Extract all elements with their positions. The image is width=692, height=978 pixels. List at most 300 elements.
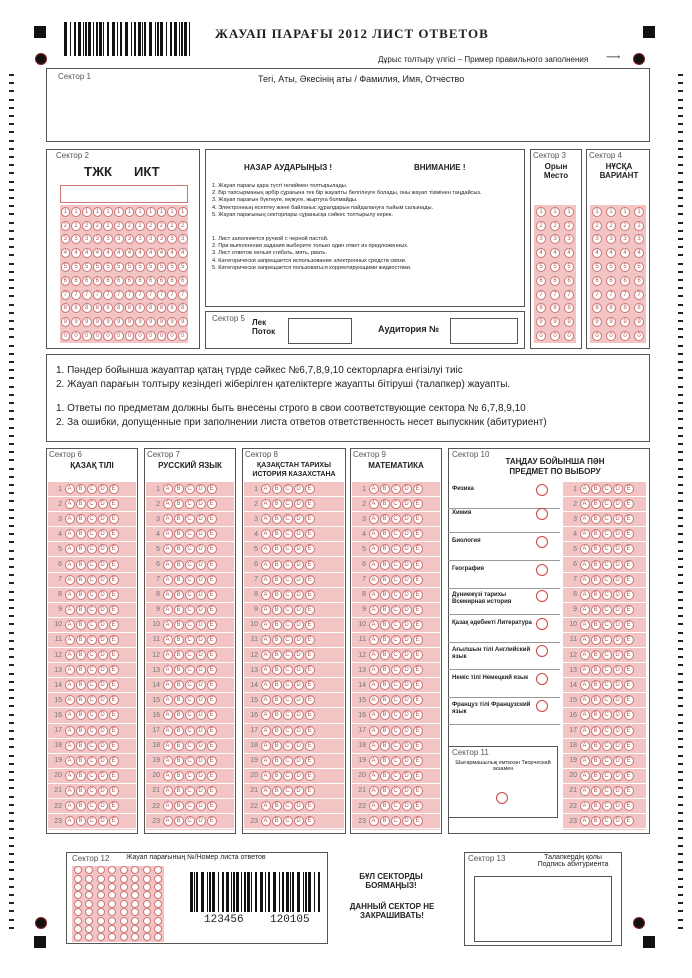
answer-bubble[interactable]: E [624,575,634,585]
digit-bubble[interactable]: 6 [103,276,113,286]
answer-bubble[interactable]: C [602,484,612,494]
digit-bubble[interactable]: 2 [125,221,135,231]
answer-bubble[interactable]: C [283,529,293,539]
answer-bubble[interactable]: C [283,726,293,736]
answer-bubble[interactable]: D [294,620,304,630]
answer-bubble[interactable]: B [591,726,601,736]
subject-bubble[interactable] [536,564,548,576]
answer-bubble[interactable]: E [305,590,315,600]
digit-bubble[interactable]: 8 [146,303,156,313]
answer-bubble[interactable]: B [272,605,282,615]
digit-bubble[interactable]: 6 [93,276,103,286]
answer-bubble[interactable]: B [380,575,390,585]
answer-bubble[interactable]: E [109,741,119,751]
answer-bubble[interactable]: D [98,726,108,736]
answer-bubble[interactable]: E [413,484,423,494]
answer-bubble[interactable]: A [580,635,590,645]
answer-bubble[interactable]: D [613,484,623,494]
answer-bubble[interactable]: D [613,786,623,796]
answer-bubble[interactable]: B [76,560,86,570]
answer-bubble[interactable]: B [174,529,184,539]
digit-bubble[interactable]: 5 [125,262,135,272]
answer-bubble[interactable]: B [272,710,282,720]
answer-bubble[interactable]: A [65,786,75,796]
digit-bubble[interactable]: 8 [620,303,630,313]
answer-bubble[interactable]: E [624,665,634,675]
answer-bubble[interactable]: A [580,605,590,615]
answer-bubble[interactable]: D [402,816,412,826]
digit-bubble[interactable]: 7 [93,290,103,300]
answer-bubble[interactable]: D [402,665,412,675]
answer-bubble[interactable]: E [624,695,634,705]
answer-bubble[interactable]: B [76,695,86,705]
answer-bubble[interactable]: C [602,514,612,524]
answer-bubble[interactable]: C [602,695,612,705]
answer-bubble[interactable]: B [591,816,601,826]
digit-bubble[interactable]: 7 [620,290,630,300]
answer-bubble[interactable]: D [402,786,412,796]
digit-bubble[interactable]: 0 [61,331,71,341]
answer-bubble[interactable]: A [261,560,271,570]
answer-bubble[interactable]: E [207,590,217,600]
answer-bubble[interactable]: E [413,726,423,736]
answer-bubble[interactable]: D [98,801,108,811]
answer-bubble[interactable]: C [391,756,401,766]
answer-bubble[interactable]: B [380,529,390,539]
digit-bubble[interactable]: 1 [125,207,135,217]
answer-bubble[interactable]: D [613,544,623,554]
digit-bubble[interactable]: 3 [550,234,560,244]
answer-bubble[interactable]: B [272,680,282,690]
answer-bubble[interactable]: E [413,695,423,705]
answer-bubble[interactable]: B [380,786,390,796]
answer-bubble[interactable]: C [87,620,97,630]
answer-bubble[interactable]: E [207,635,217,645]
answer-bubble[interactable]: A [65,560,75,570]
answer-bubble[interactable]: E [305,680,315,690]
answer-bubble[interactable]: C [185,771,195,781]
answer-bubble[interactable]: C [185,710,195,720]
answer-bubble[interactable]: E [413,560,423,570]
answer-bubble[interactable]: A [369,544,379,554]
digit-bubble[interactable]: 3 [61,234,71,244]
answer-bubble[interactable]: D [98,680,108,690]
digit-bubble[interactable]: 6 [157,276,167,286]
digit-bubble[interactable]: 1 [114,207,124,217]
answer-bubble[interactable]: A [580,620,590,630]
subject-bubble[interactable] [536,618,548,630]
answer-bubble[interactable]: A [261,756,271,766]
answer-bubble[interactable]: E [109,756,119,766]
answer-bubble[interactable]: B [380,741,390,751]
answer-bubble[interactable]: A [261,710,271,720]
digit-bubble[interactable]: 3 [620,234,630,244]
answer-bubble[interactable]: C [185,756,195,766]
answer-bubble[interactable]: D [98,620,108,630]
answer-grid[interactable] [244,482,344,830]
answer-bubble[interactable]: B [591,544,601,554]
digit-bubble[interactable]: 1 [550,207,560,217]
answer-bubble[interactable]: E [624,560,634,570]
answer-bubble[interactable]: D [98,605,108,615]
answer-bubble[interactable]: E [207,801,217,811]
answer-bubble[interactable]: B [272,816,282,826]
answer-bubble[interactable]: D [98,635,108,645]
answer-bubble[interactable]: E [207,575,217,585]
digit-bubble[interactable]: 1 [146,207,156,217]
answer-grid[interactable] [146,482,234,830]
answer-bubble[interactable]: A [163,741,173,751]
answer-bubble[interactable]: A [163,726,173,736]
digit-bubble[interactable]: 0 [82,331,92,341]
answer-bubble[interactable]: C [185,575,195,585]
answer-bubble[interactable]: E [624,680,634,690]
digit-bubble[interactable]: 6 [536,276,546,286]
answer-bubble[interactable]: A [580,484,590,494]
answer-bubble[interactable]: D [98,499,108,509]
answer-bubble[interactable]: B [380,771,390,781]
answer-bubble[interactable]: B [272,514,282,524]
answer-bubble[interactable]: B [380,590,390,600]
answer-grid[interactable] [48,482,136,830]
answer-bubble[interactable]: A [369,680,379,690]
answer-bubble[interactable]: B [76,756,86,766]
answer-bubble[interactable]: B [174,710,184,720]
digit-bubble[interactable]: 7 [536,290,546,300]
digit-bubble[interactable]: 1 [564,207,574,217]
answer-bubble[interactable]: D [98,756,108,766]
answer-bubble[interactable]: E [413,680,423,690]
answer-bubble[interactable]: D [196,560,206,570]
answer-bubble[interactable]: E [305,499,315,509]
digit-bubble[interactable]: 0 [125,331,135,341]
answer-bubble[interactable]: C [391,771,401,781]
answer-bubble[interactable]: B [76,786,86,796]
answer-bubble[interactable]: A [65,499,75,509]
answer-bubble[interactable]: D [402,726,412,736]
answer-bubble[interactable]: C [185,665,195,675]
answer-bubble[interactable]: B [272,665,282,675]
answer-bubble[interactable]: C [283,771,293,781]
answer-bubble[interactable]: A [163,710,173,720]
answer-bubble[interactable]: B [174,514,184,524]
digit-bubble[interactable]: 3 [71,234,81,244]
digit-bubble[interactable]: 0 [606,331,616,341]
answer-bubble[interactable]: B [76,514,86,524]
answer-bubble[interactable]: C [391,575,401,585]
answer-bubble[interactable]: E [109,560,119,570]
answer-bubble[interactable]: B [174,665,184,675]
answer-bubble[interactable]: D [613,650,623,660]
answer-bubble[interactable]: B [591,741,601,751]
answer-bubble[interactable]: C [391,726,401,736]
answer-bubble[interactable]: C [87,680,97,690]
answer-bubble[interactable]: A [261,529,271,539]
answer-bubble[interactable]: E [207,710,217,720]
digit-bubble[interactable]: 6 [178,276,188,286]
answer-grid[interactable] [352,482,440,830]
answer-bubble[interactable]: C [283,620,293,630]
answer-bubble[interactable]: A [580,560,590,570]
digit-bubble[interactable]: 5 [167,262,177,272]
answer-bubble[interactable]: D [294,575,304,585]
answer-bubble[interactable]: A [369,605,379,615]
answer-bubble[interactable]: D [196,695,206,705]
answer-bubble[interactable]: A [261,635,271,645]
answer-bubble[interactable]: E [413,710,423,720]
digit-bubble[interactable]: 4 [157,248,167,258]
answer-bubble[interactable]: E [305,710,315,720]
digit-bubble[interactable]: 6 [620,276,630,286]
digit-bubble[interactable]: 7 [114,290,124,300]
answer-bubble[interactable]: E [413,575,423,585]
answer-bubble[interactable]: D [613,620,623,630]
answer-bubble[interactable]: D [196,499,206,509]
digit-bubble[interactable]: 6 [167,276,177,286]
answer-bubble[interactable]: C [283,801,293,811]
answer-bubble[interactable]: B [591,650,601,660]
answer-bubble[interactable]: C [602,680,612,690]
answer-bubble[interactable]: E [207,665,217,675]
answer-bubble[interactable]: C [602,726,612,736]
answer-bubble[interactable]: B [380,620,390,630]
digit-bubble[interactable]: 6 [146,276,156,286]
answer-bubble[interactable]: D [294,710,304,720]
answer-bubble[interactable]: A [261,514,271,524]
answer-bubble[interactable]: B [76,590,86,600]
answer-bubble[interactable]: A [580,710,590,720]
answer-bubble[interactable]: B [380,544,390,554]
answer-bubble[interactable]: E [207,605,217,615]
answer-bubble[interactable]: C [391,741,401,751]
answer-bubble[interactable]: A [65,710,75,720]
subject-bubble[interactable] [536,673,548,685]
answer-bubble[interactable]: D [196,665,206,675]
answer-bubble[interactable]: C [87,544,97,554]
digit-bubble[interactable]: 3 [536,234,546,244]
subject-bubble[interactable] [536,645,548,657]
digit-bubble[interactable]: 7 [135,290,145,300]
answer-bubble[interactable]: D [402,499,412,509]
digit-bubble[interactable]: 3 [125,234,135,244]
answer-bubble[interactable]: D [98,544,108,554]
answer-bubble[interactable]: E [109,620,119,630]
answer-bubble[interactable]: B [174,590,184,600]
answer-bubble[interactable]: A [580,786,590,796]
digit-bubble[interactable]: 3 [592,234,602,244]
answer-bubble[interactable]: D [402,605,412,615]
digit-bubble[interactable]: 8 [82,303,92,313]
answer-bubble[interactable]: C [87,771,97,781]
answer-bubble[interactable]: C [602,741,612,751]
digit-bubble[interactable]: 3 [114,234,124,244]
digit-bubble[interactable]: 9 [620,317,630,327]
answer-bubble[interactable]: A [163,605,173,615]
answer-bubble[interactable]: A [580,741,590,751]
answer-bubble[interactable]: E [109,650,119,660]
answer-bubble[interactable]: C [87,529,97,539]
ikt-entry-boxes[interactable] [60,185,188,203]
answer-bubble[interactable]: E [207,786,217,796]
answer-bubble[interactable]: B [272,741,282,751]
answer-bubble[interactable]: A [261,680,271,690]
answer-bubble[interactable]: C [283,680,293,690]
answer-bubble[interactable]: C [283,560,293,570]
digit-bubble[interactable]: 6 [114,276,124,286]
answer-bubble[interactable]: A [163,499,173,509]
digit-bubble[interactable]: 2 [114,221,124,231]
digit-bubble[interactable]: 7 [71,290,81,300]
answer-bubble[interactable]: C [391,590,401,600]
answer-bubble[interactable]: D [402,741,412,751]
answer-bubble[interactable]: D [196,756,206,766]
answer-bubble[interactable]: D [613,741,623,751]
answer-bubble[interactable]: D [294,771,304,781]
answer-bubble[interactable]: E [109,544,119,554]
answer-bubble[interactable]: D [98,650,108,660]
answer-bubble[interactable]: A [65,771,75,781]
digit-bubble[interactable]: 4 [550,248,560,258]
subject-bubble[interactable] [536,536,548,548]
answer-bubble[interactable]: C [602,499,612,509]
answer-bubble[interactable]: D [294,650,304,660]
answer-bubble[interactable]: B [272,695,282,705]
answer-bubble[interactable]: C [185,816,195,826]
answer-bubble[interactable]: E [207,560,217,570]
answer-bubble[interactable]: E [109,499,119,509]
answer-bubble[interactable]: C [185,635,195,645]
answer-bubble[interactable]: D [196,680,206,690]
answer-bubble[interactable]: B [76,544,86,554]
digit-bubble[interactable]: 5 [536,262,546,272]
answer-bubble[interactable]: C [87,575,97,585]
digit-bubble[interactable]: 3 [178,234,188,244]
answer-bubble[interactable]: A [580,695,590,705]
answer-bubble[interactable]: B [380,514,390,524]
digit-bubble[interactable]: 4 [536,248,546,258]
digit-bubble[interactable]: 9 [135,317,145,327]
answer-bubble[interactable]: B [272,650,282,660]
answer-bubble[interactable]: D [402,484,412,494]
digit-bubble[interactable]: 5 [82,262,92,272]
answer-bubble[interactable]: A [65,620,75,630]
answer-bubble[interactable]: D [98,695,108,705]
answer-bubble[interactable]: E [207,484,217,494]
digit-bubble[interactable]: 4 [125,248,135,258]
answer-bubble[interactable]: E [624,514,634,524]
answer-bubble[interactable]: D [402,560,412,570]
answer-bubble[interactable]: D [98,741,108,751]
answer-bubble[interactable]: B [76,620,86,630]
answer-bubble[interactable]: C [283,484,293,494]
answer-bubble[interactable]: D [294,499,304,509]
answer-bubble[interactable]: D [294,665,304,675]
digit-bubble[interactable]: 4 [634,248,644,258]
answer-bubble[interactable]: A [261,665,271,675]
digit-bubble[interactable]: 9 [157,317,167,327]
digit-bubble[interactable]: 9 [592,317,602,327]
answer-bubble[interactable]: B [76,710,86,720]
digit-bubble[interactable]: 1 [592,207,602,217]
digit-bubble[interactable]: 3 [606,234,616,244]
answer-bubble[interactable]: D [294,544,304,554]
digit-bubble[interactable]: 6 [564,276,574,286]
answer-bubble[interactable]: B [174,650,184,660]
answer-bubble[interactable]: D [294,484,304,494]
answer-bubble[interactable]: E [109,695,119,705]
answer-bubble[interactable]: B [272,499,282,509]
answer-bubble[interactable]: B [272,635,282,645]
answer-bubble[interactable]: A [580,514,590,524]
answer-bubble[interactable]: D [98,529,108,539]
answer-bubble[interactable]: E [305,575,315,585]
answer-bubble[interactable]: B [380,499,390,509]
digit-bubble[interactable]: 3 [103,234,113,244]
digit-bubble[interactable]: 4 [167,248,177,258]
digit-bubble[interactable]: 2 [550,221,560,231]
answer-bubble[interactable]: A [369,816,379,826]
answer-bubble[interactable]: C [87,756,97,766]
answer-bubble[interactable]: C [87,635,97,645]
answer-bubble[interactable]: B [591,665,601,675]
answer-bubble[interactable]: B [272,620,282,630]
answer-bubble[interactable]: E [109,665,119,675]
answer-bubble[interactable]: D [196,514,206,524]
answer-bubble[interactable]: A [65,514,75,524]
digit-bubble[interactable]: 4 [178,248,188,258]
answer-bubble[interactable]: E [305,816,315,826]
answer-bubble[interactable]: B [272,529,282,539]
digit-bubble[interactable]: 1 [82,207,92,217]
digit-bubble[interactable]: 2 [157,221,167,231]
answer-bubble[interactable]: C [185,560,195,570]
digit-bubble[interactable]: 1 [103,207,113,217]
answer-bubble[interactable]: C [185,620,195,630]
answer-bubble[interactable]: A [369,726,379,736]
digit-bubble[interactable]: 5 [550,262,560,272]
answer-bubble[interactable]: B [174,786,184,796]
answer-bubble[interactable]: E [413,499,423,509]
subject-bubble[interactable] [536,484,548,496]
answer-bubble[interactable]: D [196,484,206,494]
digit-bubble[interactable]: 3 [564,234,574,244]
answer-bubble[interactable]: C [283,710,293,720]
answer-bubble[interactable]: D [196,605,206,615]
answer-bubble[interactable]: A [369,514,379,524]
answer-bubble[interactable]: B [380,650,390,660]
answer-bubble[interactable]: C [283,816,293,826]
answer-bubble[interactable]: E [305,726,315,736]
answer-bubble[interactable]: D [196,771,206,781]
answer-bubble[interactable]: D [402,650,412,660]
answer-bubble[interactable]: B [174,484,184,494]
answer-bubble[interactable]: D [613,499,623,509]
answer-bubble[interactable]: A [163,680,173,690]
digit-bubble[interactable]: 4 [146,248,156,258]
answer-bubble[interactable]: B [380,695,390,705]
digit-bubble[interactable]: 1 [157,207,167,217]
digit-bubble[interactable]: 3 [82,234,92,244]
answer-bubble[interactable]: A [65,635,75,645]
digit-bubble[interactable]: 7 [125,290,135,300]
digit-bubble[interactable]: 2 [167,221,177,231]
digit-bubble[interactable]: 6 [71,276,81,286]
answer-bubble[interactable]: A [163,575,173,585]
answer-bubble[interactable]: D [294,816,304,826]
digit-bubble[interactable]: 8 [61,303,71,313]
answer-bubble[interactable]: C [602,771,612,781]
digit-bubble[interactable]: 5 [135,262,145,272]
